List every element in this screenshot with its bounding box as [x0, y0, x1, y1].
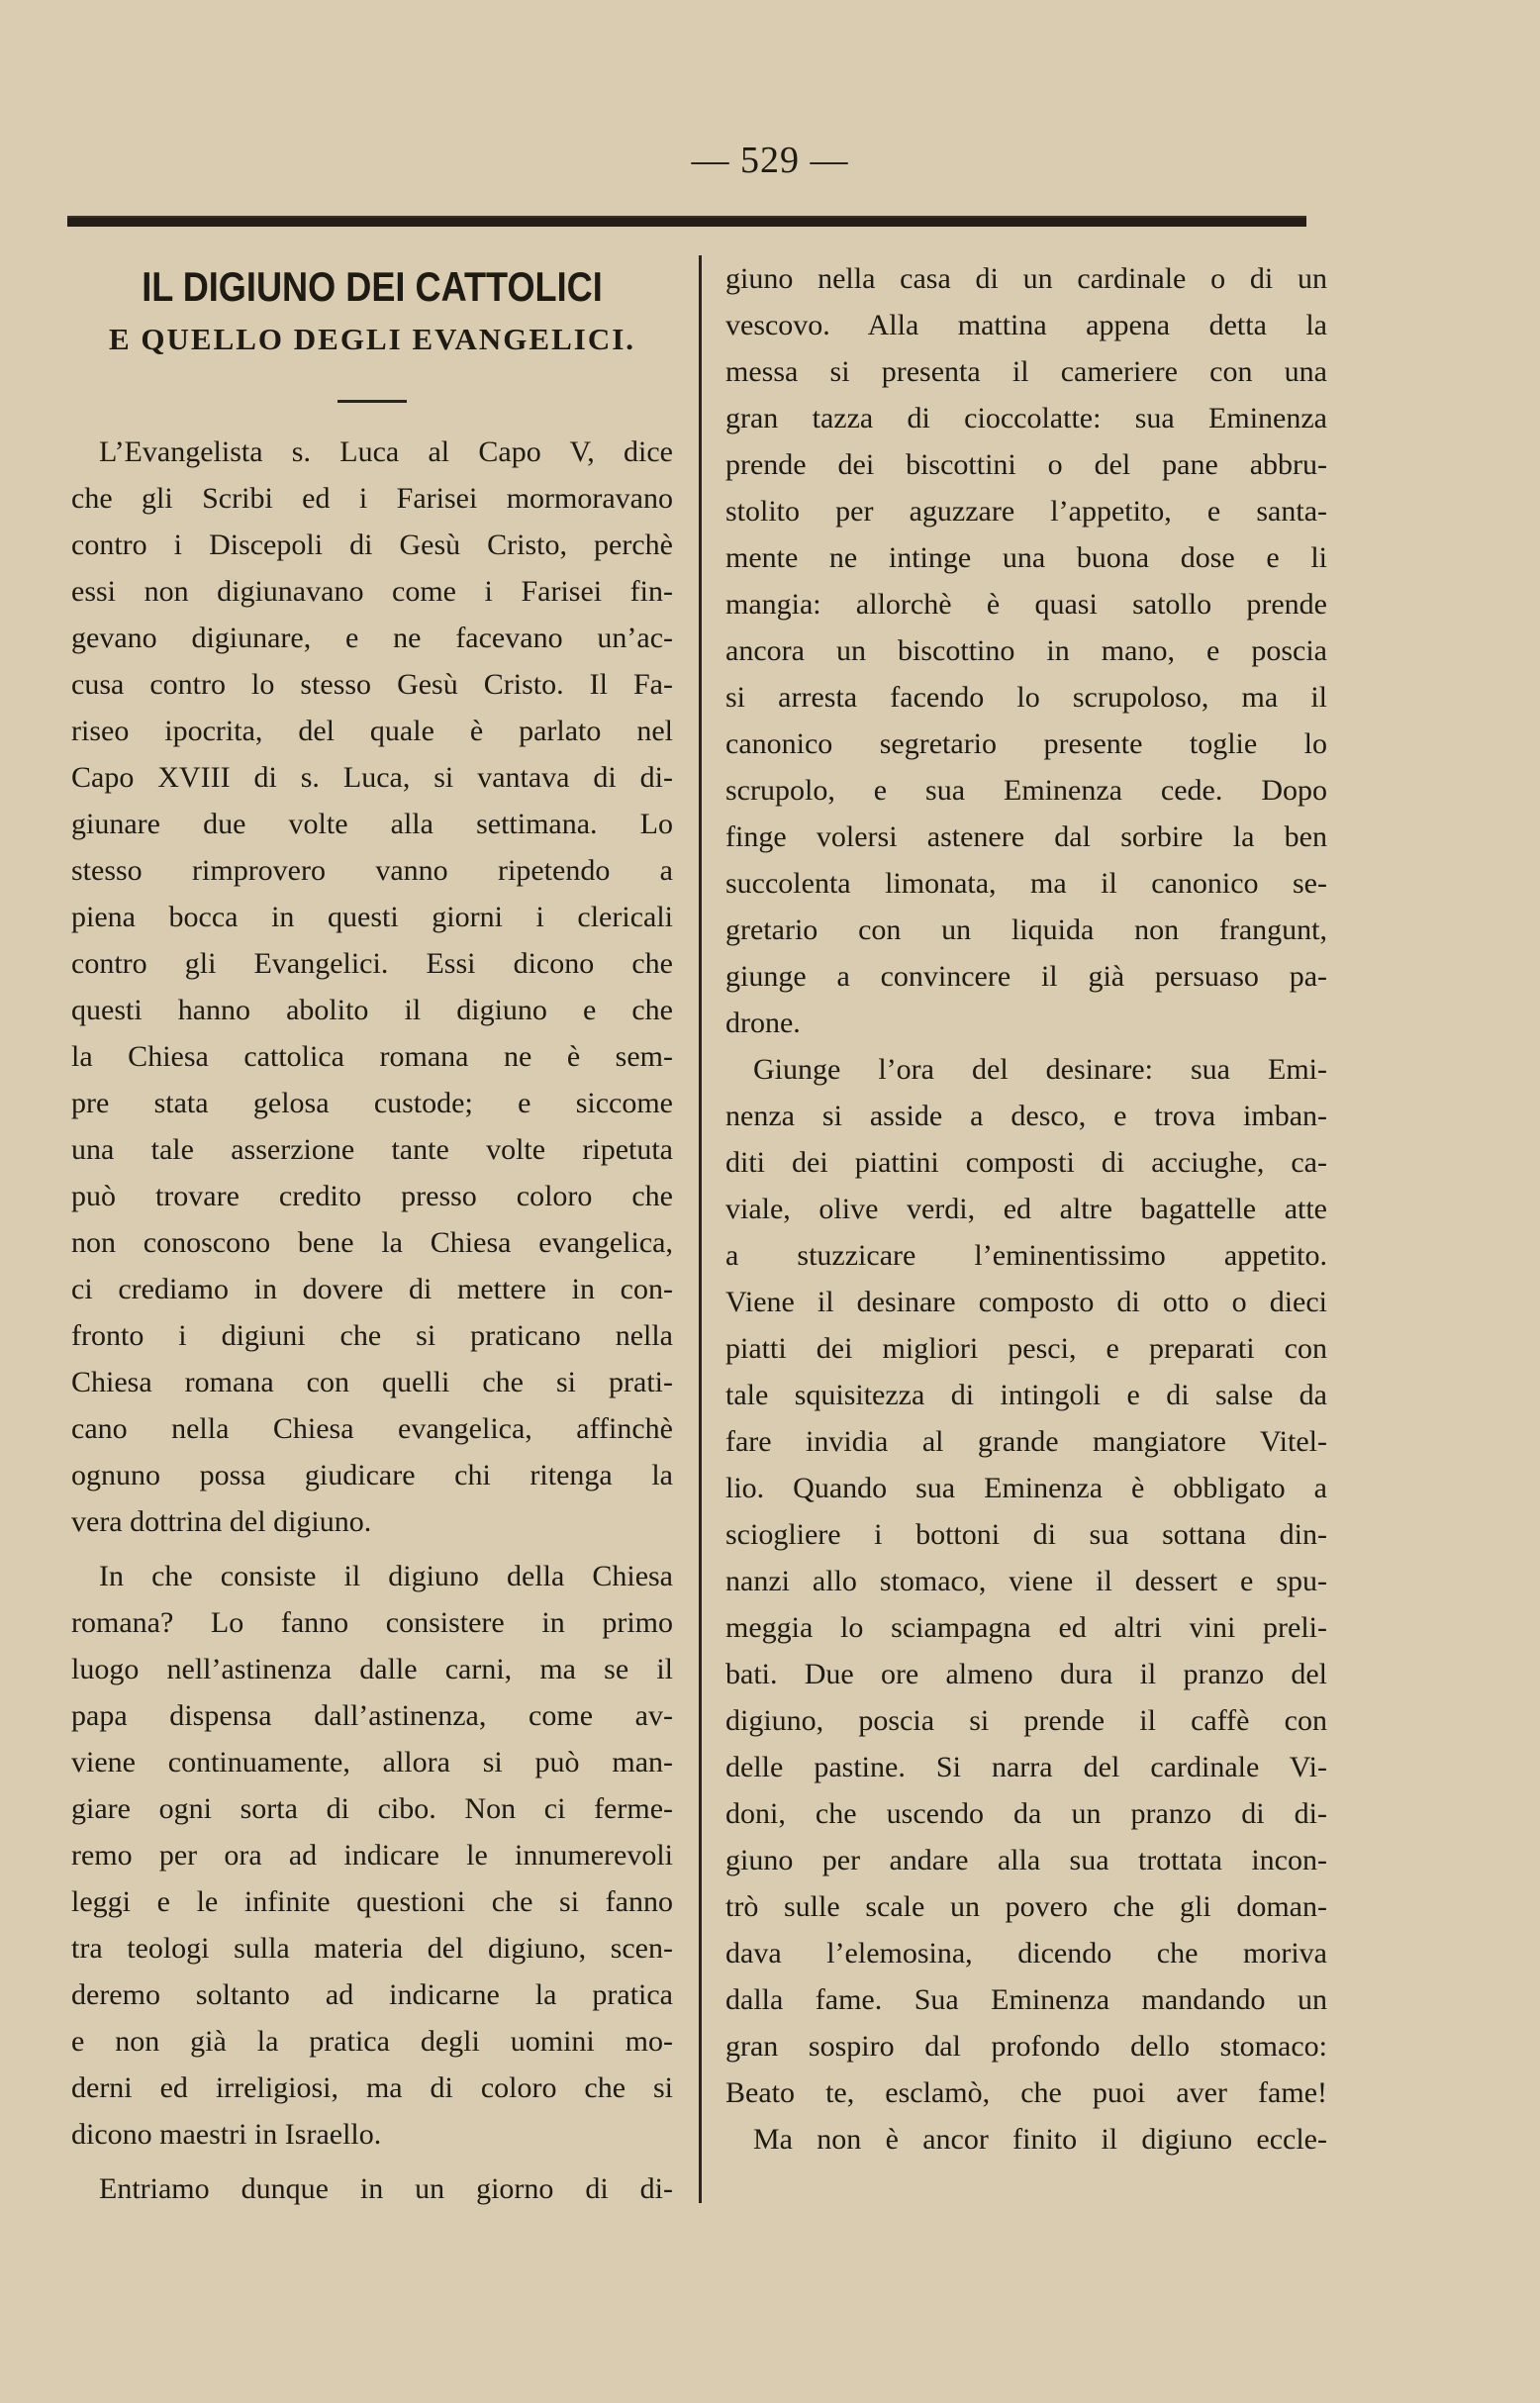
text-line: In che consiste il digiuno della Chiesa: [99, 1560, 673, 1592]
text-line: leggi e le infinite questioni che si fanno: [71, 1885, 673, 1918]
text-line: messa si presenta il cameriere con una: [725, 355, 1327, 388]
text-line: giare ogni sorta di cibo. Non ci ferme-: [71, 1792, 673, 1825]
text-line: vera dottrina del digiuno.: [71, 1505, 372, 1538]
paragraph-gap: [71, 1545, 673, 1553]
text-line: dalla fame. Sua Eminenza mandando un: [725, 1983, 1327, 2016]
text-line: scrupolo, e sua Eminenza cede. Dopo: [725, 774, 1327, 807]
text-line: papa dispensa dall’astinenza, come av-: [71, 1699, 673, 1732]
text-line: riseo ipocrita, del quale è parlato nel: [71, 715, 673, 747]
text-line: ancora un biscottino in mano, e poscia: [725, 634, 1327, 667]
text-line: viale, olive verdi, ed altre bagattelle atte: [725, 1193, 1327, 1225]
title-rule: [337, 400, 407, 403]
text-line: nenza si asside a desco, e trova imban-: [725, 1100, 1327, 1132]
text-line: stolito per aguzzare l’appetito, e santa-: [725, 495, 1327, 528]
text-line: vescovo. Alla mattina appena detta la: [725, 309, 1327, 341]
text-line: sciogliere i bottoni di sua sottana din-: [725, 1518, 1327, 1551]
text-line: derni ed irreligiosi, ma di coloro che si: [71, 2071, 673, 2104]
text-line: piatti dei migliori pesci, e preparati con: [725, 1332, 1327, 1365]
text-line: cano nella Chiesa evangelica, affinchè: [71, 1412, 673, 1445]
text-line: gevano digiunare, e ne facevano un’ac-: [71, 622, 673, 654]
text-line: essi non digiunavano come i Farisei fin-: [71, 575, 673, 608]
text-line: giuno per andare alla sua trottata incon-: [725, 1844, 1327, 1876]
text-line: doni, che uscendo da un pranzo di di-: [725, 1797, 1327, 1830]
text-line: tra teologi sulla materia del digiuno, scen-: [71, 1932, 673, 1965]
text-line: a stuzzicare l’eminentissimo appetito.: [725, 1239, 1327, 1272]
text-line: cusa contro lo stesso Gesù Cristo. Il Fa-: [71, 668, 673, 701]
text-line: succolenta limonata, ma il canonico se-: [725, 867, 1327, 900]
text-line: non conoscono bene la Chiesa evangelica,: [71, 1226, 673, 1259]
text-line: fronto i digiuni che si praticano nella: [71, 1319, 673, 1352]
text-line: e non già la pratica degli uomini mo-: [71, 2025, 673, 2058]
text-line: ci crediamo in dovere di mettere in con-: [71, 1273, 673, 1305]
text-line: contro i Discepoli di Gesù Cristo, perchè: [71, 529, 673, 561]
text-line: Capo XVIII di s. Luca, si vantava di di-: [71, 761, 673, 794]
text-line: può trovare credito presso coloro che: [71, 1180, 673, 1212]
text-line: la Chiesa cattolica romana ne è sem-: [71, 1040, 673, 1073]
text-line: delle pastine. Si narra del cardinale Vi-: [725, 1751, 1327, 1783]
text-line: giunge a convincere il già persuaso pa-: [725, 960, 1327, 993]
column-divider: [699, 255, 702, 2203]
paragraph-gap: [71, 2158, 673, 2165]
text-line: lio. Quando sua Eminenza è obbligato a: [725, 1472, 1327, 1504]
left-column-body: [71, 429, 673, 2212]
text-line: tale squisitezza di intingoli e di salse da: [725, 1379, 1327, 1411]
text-line: diti dei piattini composti di acciughe, ca-: [725, 1146, 1327, 1179]
text-line: ognuno possa giudicare chi ritenga la: [71, 1459, 673, 1491]
text-line: luogo nell’astinenza dalle carni, ma se il: [71, 1653, 673, 1685]
right-column: [725, 255, 1327, 2163]
text-line: che gli Scribi ed i Farisei mormoravano: [71, 482, 673, 515]
text-line: viene continuamente, allora si può man-: [71, 1746, 673, 1778]
text-line: meggia lo sciampagna ed altri vini preli-: [725, 1611, 1327, 1644]
article-title: IL DIGIUNO DEI CATTOLICI: [142, 263, 603, 310]
text-line: Beato te, esclamò, che puoi aver fame!: [725, 2076, 1327, 2109]
text-line: dicono maestri in Israello.: [71, 2118, 382, 2151]
text-line: Chiesa romana con quelli che si prati-: [71, 1366, 673, 1398]
text-line: digiuno, poscia si prende il caffè con: [725, 1704, 1327, 1737]
text-line: stesso rimprovero vanno ripetendo a: [71, 854, 673, 887]
text-line: giunare due volte alla settimana. Lo: [71, 808, 673, 840]
text-line: pre stata gelosa custode; e siccome: [71, 1087, 673, 1119]
text-line: mangia: allorchè è quasi satollo prende: [725, 588, 1327, 621]
text-line: gran sospiro dal profondo dello stomaco:: [725, 2030, 1327, 2063]
text-line: trò sulle scale un povero che gli doman-: [725, 1890, 1327, 1923]
text-line: fare invidia al grande mangiatore Vitel-: [725, 1425, 1327, 1458]
text-line: finge volersi astenere dal sorbire la ben: [725, 820, 1327, 853]
text-line: Giunge l’ora del desinare: sua Emi-: [753, 1053, 1327, 1086]
text-line: canonico segretario presente toglie lo: [725, 727, 1327, 760]
text-line: romana? Lo fanno consistere in primo: [71, 1606, 673, 1639]
text-line: nanzi allo stomaco, viene il dessert e spu-: [725, 1565, 1327, 1597]
text-line: L’Evangelista s. Luca al Capo V, dice: [99, 435, 673, 468]
text-line: deremo soltanto ad indicarne la pratica: [71, 1978, 673, 2011]
text-line: gran tazza di cioccolatte: sua Eminenza: [725, 402, 1327, 434]
text-line: bati. Due ore almeno dura il pranzo del: [725, 1658, 1327, 1690]
text-line: Ma non è ancor finito il digiuno eccle-: [753, 2123, 1327, 2156]
text-line: remo per ora ad indicare le innumerevoli: [71, 1839, 673, 1872]
right-column-body: [725, 255, 1327, 2163]
text-line: dava l’elemosina, dicendo che moriva: [725, 1937, 1327, 1970]
text-line: piena bocca in questi giorni i clericali: [71, 901, 673, 933]
page-number: — 529 —: [691, 140, 849, 181]
text-line: prende dei biscottini o del pane abbru-: [725, 448, 1327, 481]
left-column: [71, 255, 673, 2212]
text-line: gretario con un liquida non frangunt,: [725, 913, 1327, 946]
text-line: una tale asserzione tante volte ripetuta: [71, 1133, 673, 1166]
article-subtitle: E QUELLO DEGLI EVANGELICI.: [108, 322, 636, 356]
text-line: Viene il desinare composto di otto o dieci: [725, 1286, 1327, 1318]
text-line: Entriamo dunque in un giorno di di-: [99, 2172, 673, 2205]
text-line: drone.: [725, 1007, 801, 1039]
text-line: mente ne intinge una buona dose e li: [725, 541, 1327, 574]
text-line: questi hanno abolito il digiuno e che: [71, 994, 673, 1026]
text-line: giuno nella casa di un cardinale o di un: [725, 262, 1327, 295]
text-line: si arresta facendo lo scrupoloso, ma il: [725, 681, 1327, 714]
header-rule: [67, 216, 1306, 227]
text-line: contro gli Evangelici. Essi dicono che: [71, 947, 673, 980]
